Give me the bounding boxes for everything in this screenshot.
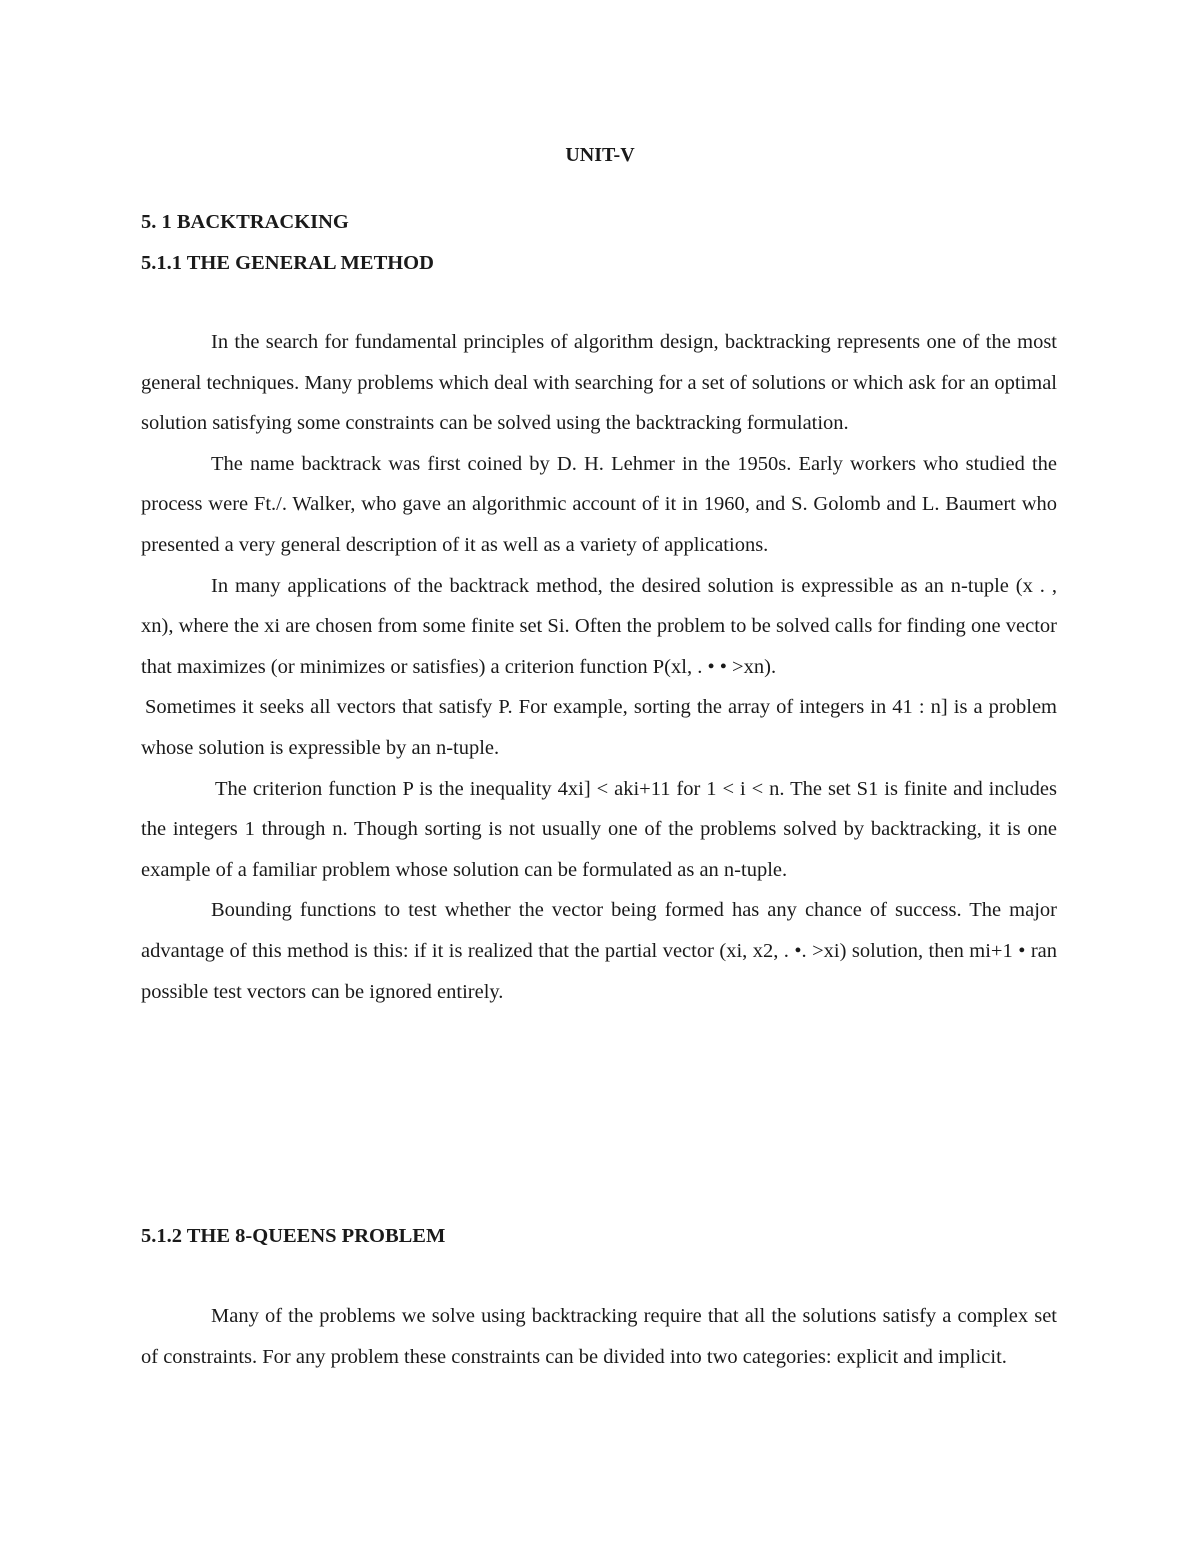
paragraph-n-tuple: In many applications of the backtrack method, the desired solution is expressible as an n-tuple (x . , xn), where the xi are chosen from some finite set Si. Often the problem to be solved calls for finding one vector that maximizes (or minimizes or satisfies) a criterion function P(xl, . • • >xn). bbox=[141, 574, 1057, 678]
paragraph-bounding-functions: Bounding functions to test whether the vector being formed has any chance of success. The major advantage of this method is this: if it is realized that the partial vector (xi, x2, . •. >xi) solution, then mi+1 • ran possible test vectors can be ignored entirely. bbox=[141, 899, 1057, 1003]
paragraph-intro: In the search for fundamental principles of algorithm design, backtracking represents one of the most general techniques. Many problems which deal with searching for a set of solutions or which ask for an optimal solution satisfying some constraints can be solved using the backtracking formulation. bbox=[141, 331, 1057, 435]
paragraph-sorting-example: Sometimes it seeks all vectors that satisfy P. For example, sorting the array of integers in 41 : n] is a problem whose solution is expressible by an n-tuple. bbox=[141, 696, 1057, 759]
queens-body bbox=[141, 1296, 1057, 1377]
subsection-heading-8-queens: 5.1.2 THE 8-QUEENS PROBLEM bbox=[141, 1225, 446, 1247]
general-method-body bbox=[141, 322, 1057, 1012]
subsection-heading-general-method: 5.1.1 THE GENERAL METHOD bbox=[141, 252, 434, 274]
paragraph-history: The name backtrack was first coined by D. H. Lehmer in the 1950s. Early workers who studied the process were Ft./. Walker, who gave an algorithmic account of it in 1960, and S. Golomb and L. Baumert who presented a very general description of it as well as a variety of applications. bbox=[141, 452, 1057, 556]
section-heading-backtracking: 5. 1 BACKTRACKING bbox=[141, 211, 349, 233]
paragraph-criterion-function: The criterion function P is the inequality 4xi] < aki+11 for 1 < i < n. The set S1 is finite and includes the integers 1 through n. Though sorting is not usually one of the problems solved by backtracking, it is one example of a familiar problem whose solution can be formulated as an n-tuple. bbox=[141, 777, 1057, 881]
paragraph-constraints: Many of the problems we solve using backtracking require that all the solutions satisfy a complex set of constraints. For any problem these constraints can be divided into two categories: explicit and implicit. bbox=[141, 1305, 1057, 1368]
unit-title: UNIT-V bbox=[565, 144, 635, 166]
